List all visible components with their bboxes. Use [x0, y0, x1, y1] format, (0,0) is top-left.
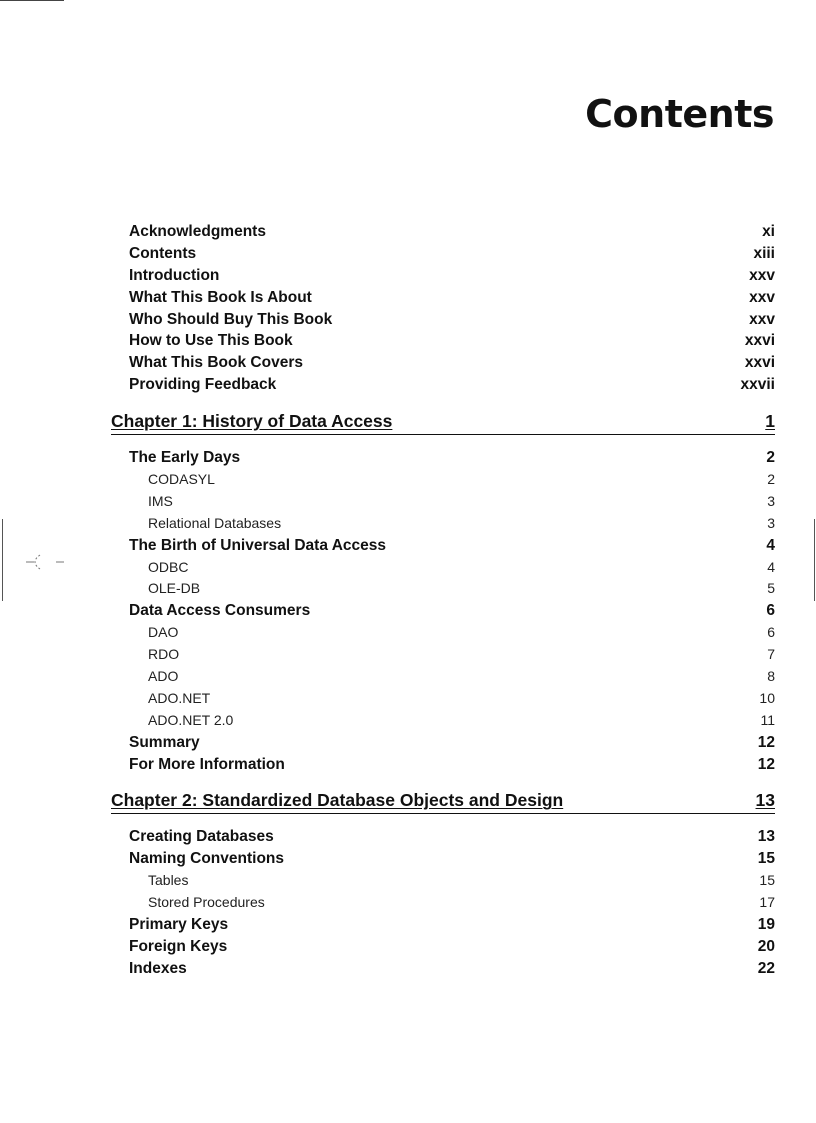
toc-entry[interactable] [111, 469, 775, 491]
toc-entry-page: 12 [757, 755, 775, 773]
chapter-2-heading[interactable] [111, 788, 775, 814]
toc-entry-title: Tables [148, 872, 189, 889]
toc-entry[interactable] [111, 622, 775, 644]
toc-entry-title: Who Should Buy This Book [129, 310, 333, 328]
toc-entry-title: Stored Procedures [148, 894, 265, 911]
toc-entry[interactable] [111, 688, 775, 710]
toc-entry-page: xxv [749, 266, 775, 284]
toc-entry-page: 15 [757, 850, 775, 868]
toc-entry[interactable] [111, 309, 775, 331]
toc-entry[interactable] [111, 557, 775, 579]
toc-entry-title: Naming Conventions [129, 850, 285, 868]
toc-entry-page: 8 [767, 668, 775, 685]
toc-entry[interactable] [111, 513, 775, 535]
toc-entry-page: 6 [766, 602, 775, 620]
toc-entry-title: CODASYL [148, 471, 215, 488]
toc-entry-page: xxv [749, 310, 775, 328]
registration-mark-icon [26, 551, 70, 573]
toc-entry-page: 7 [767, 646, 775, 663]
toc-entry-title: For More Information [129, 755, 285, 773]
toc-entry-title: Data Access Consumers [129, 602, 311, 620]
toc-entry-page: 22 [757, 959, 775, 977]
toc-entry[interactable] [111, 958, 775, 980]
toc-entry[interactable] [111, 221, 775, 243]
chapter-2-entries [111, 826, 775, 979]
toc-entry[interactable] [111, 600, 775, 622]
toc-entry-title: ADO.NET [148, 689, 211, 706]
toc-entry[interactable] [111, 644, 775, 666]
chapter-title: Chapter 1: History of Data Access [111, 411, 393, 432]
toc-entry-title: IMS [148, 492, 173, 509]
page-title: Contents [585, 92, 774, 136]
toc-entry-page: xi [762, 223, 775, 240]
toc-entry[interactable] [111, 666, 775, 688]
chapter-page-number: 1 [765, 411, 775, 432]
binding-bar-right [814, 519, 815, 601]
toc-entry-title: How to Use This Book [129, 332, 293, 350]
toc-entry-title: ADO.NET 2.0 [148, 711, 234, 728]
toc-entry-title: DAO [148, 624, 179, 641]
toc-entry-title: Relational Databases [148, 514, 282, 531]
front-matter-list [111, 221, 775, 396]
toc-entry-page: 4 [767, 558, 775, 575]
toc-entry[interactable] [111, 491, 775, 513]
toc-entry-page: 2 [767, 471, 775, 488]
toc-entry[interactable] [111, 374, 775, 396]
chapter-title: Chapter 2: Standardized Database Objects and Design [111, 790, 564, 811]
toc-entry-title: Primary Keys [129, 916, 229, 934]
toc-entry-page: 3 [767, 514, 775, 531]
toc-entry-title: Acknowledgments [129, 223, 266, 240]
binding-bar-left [2, 519, 3, 601]
toc-entry[interactable] [111, 848, 775, 870]
toc-entry-page: 17 [759, 894, 775, 911]
toc-entry-title: The Early Days [129, 449, 241, 467]
toc-entry-page: 4 [766, 536, 775, 554]
chapter-1-heading[interactable] [111, 409, 775, 435]
toc-entry-page: xxvii [740, 376, 775, 394]
toc-entry[interactable] [111, 826, 775, 848]
toc-entry-title: Foreign Keys [129, 937, 228, 955]
toc-entry-title: Creating Databases [129, 828, 274, 846]
toc-entry-page: xiii [753, 244, 775, 262]
toc-entry[interactable] [111, 352, 775, 374]
toc-entry[interactable] [111, 578, 775, 600]
toc-entry-title: Indexes [129, 959, 187, 977]
toc-entry-page: 20 [757, 937, 775, 955]
table-of-contents [111, 221, 775, 980]
chapter-page-number: 13 [755, 790, 775, 811]
toc-entry-page: 2 [766, 449, 775, 467]
toc-entry-page: xxvi [744, 332, 775, 350]
toc-entry-page: 10 [759, 689, 775, 706]
toc-entry-page: 11 [760, 711, 775, 728]
toc-entry-page: 15 [759, 872, 775, 889]
toc-entry-title: RDO [148, 646, 180, 663]
toc-entry-page: 12 [757, 733, 775, 751]
toc-entry[interactable] [111, 754, 775, 776]
toc-entry-page: 6 [767, 624, 775, 641]
toc-entry[interactable] [111, 535, 775, 557]
toc-entry[interactable] [111, 936, 775, 958]
chapter-1-entries [111, 447, 775, 775]
toc-entry[interactable] [111, 914, 775, 936]
toc-entry-page: xxv [749, 288, 775, 306]
toc-entry-page: 3 [767, 492, 775, 509]
toc-entry-title: Providing Feedback [129, 376, 277, 394]
toc-entry-title: What This Book Is About [129, 288, 312, 306]
toc-entry[interactable] [111, 243, 775, 265]
toc-entry-page: 5 [767, 580, 775, 597]
toc-entry-title: OLE-DB [148, 580, 201, 597]
toc-entry[interactable] [111, 330, 775, 352]
crop-mark-top [0, 0, 64, 1]
toc-entry-title: Introduction [129, 266, 220, 284]
toc-entry[interactable] [111, 287, 775, 309]
toc-entry-title: What This Book Covers [129, 354, 303, 372]
toc-entry-page: 13 [757, 828, 775, 846]
toc-entry[interactable] [111, 447, 775, 469]
toc-entry-title: ODBC [148, 558, 189, 575]
toc-entry-page: xxvi [744, 354, 775, 372]
toc-entry[interactable] [111, 265, 775, 287]
toc-entry-title: ADO [148, 668, 179, 685]
toc-entry-title: Summary [129, 733, 200, 751]
toc-entry[interactable] [111, 892, 775, 914]
toc-entry[interactable] [111, 710, 775, 732]
toc-entry[interactable] [111, 732, 775, 754]
toc-entry-title: Contents [129, 244, 197, 262]
toc-entry-page: 19 [757, 916, 775, 934]
toc-entry-title: The Birth of Universal Data Access [129, 536, 386, 554]
toc-entry[interactable] [111, 870, 775, 892]
